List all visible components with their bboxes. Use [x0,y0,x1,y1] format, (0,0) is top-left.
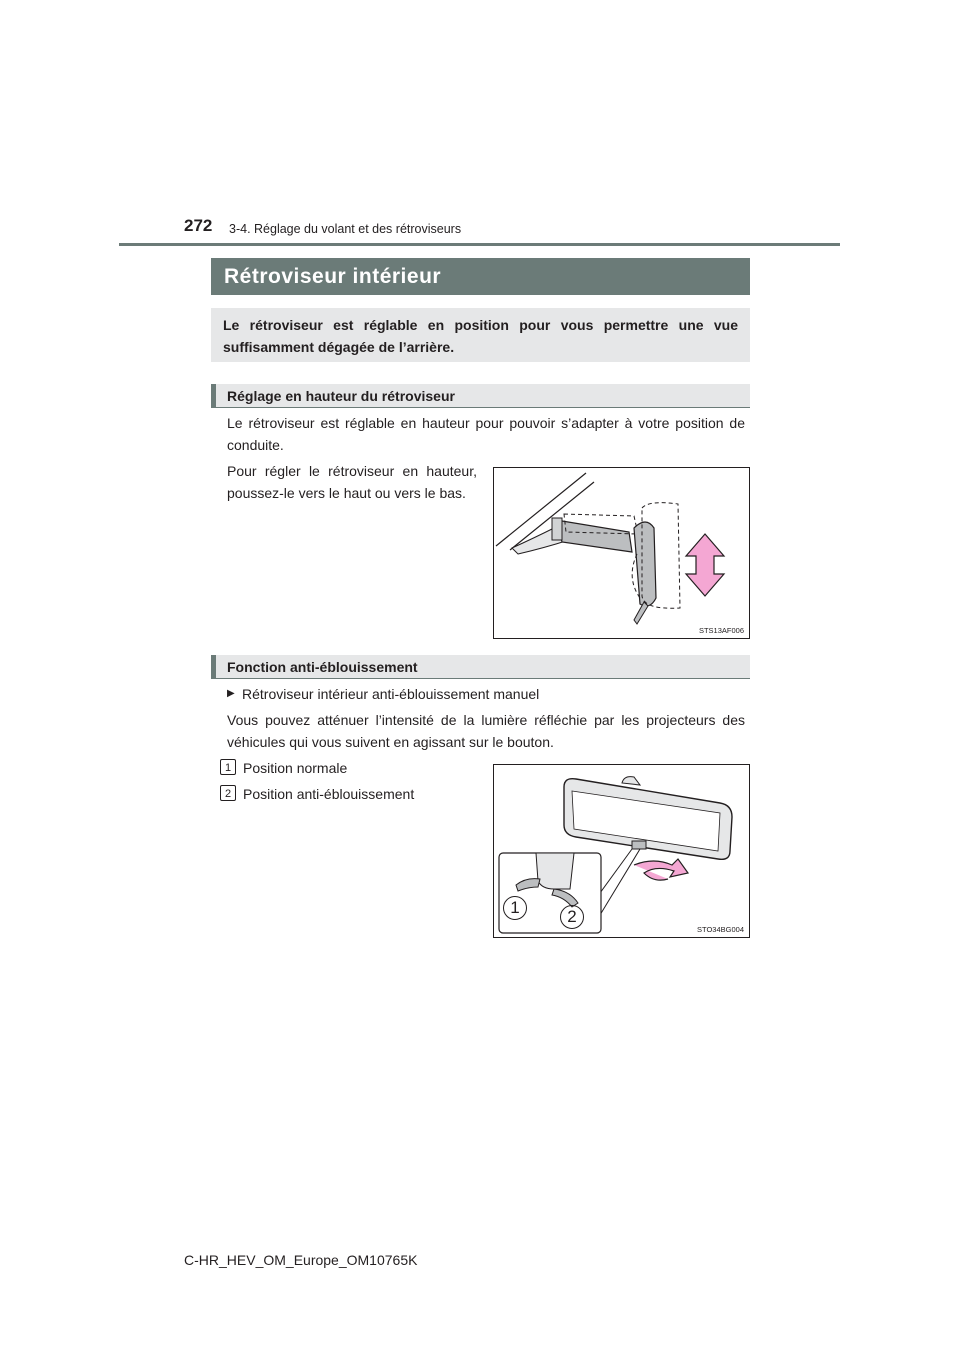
height-paragraph-2: Pour régler le rétroviseur en hauteur, poussez-le vers le haut ou vers le bas. [227,463,477,501]
item-label-2: Position anti-éblouissement [243,786,415,802]
figure-callout-1: 1 [503,896,527,920]
antiglare-bullet-title: Rétroviseur intérieur anti-éblouissement manuel [242,686,540,702]
figure-antiglare [493,764,750,938]
item-label-1: Position normale [243,760,348,776]
section-heading-antiglare: Fonction anti-éblouissement [211,655,750,679]
height-paragraph-1: Le rétroviseur est réglable en hauteur pour pouvoir s’adapter à votre position de conduite. [227,415,745,453]
section-path: 3-4. Réglage du volant et des rétroviseurs [229,222,462,236]
figure-code-height: STS13AF006 [698,626,744,635]
page-title: Rétroviseur intérieur [211,258,750,295]
bullet-marker: ▶ [227,688,235,699]
item-number-2: 2 [220,785,236,801]
page-number: 272 [184,216,213,235]
figure-mirror-height [493,467,750,639]
figure-callout-2: 2 [560,905,584,929]
antiglare-paragraph: Vous pouvez atténuer l’intensité de la lumière réfléchie par les projecteurs des véhicules qui vous suivent en agissant sur le bouton. [227,712,745,750]
figure-code-antiglare: STO34BG004 [697,925,744,934]
footer-document-id: C-HR_HEV_OM_Europe_OM10765K [184,1252,418,1268]
header-rule [119,243,840,246]
intro-box: Le rétroviseur est réglable en position pour vous permettre une vue suffisamment dégagée de l’arrière. [211,308,750,362]
antiglare-illustration [494,765,749,937]
item-number-1: 1 [220,759,236,775]
section-heading-height: Réglage en hauteur du rétroviseur [211,384,750,408]
mirror-height-illustration [494,468,749,638]
